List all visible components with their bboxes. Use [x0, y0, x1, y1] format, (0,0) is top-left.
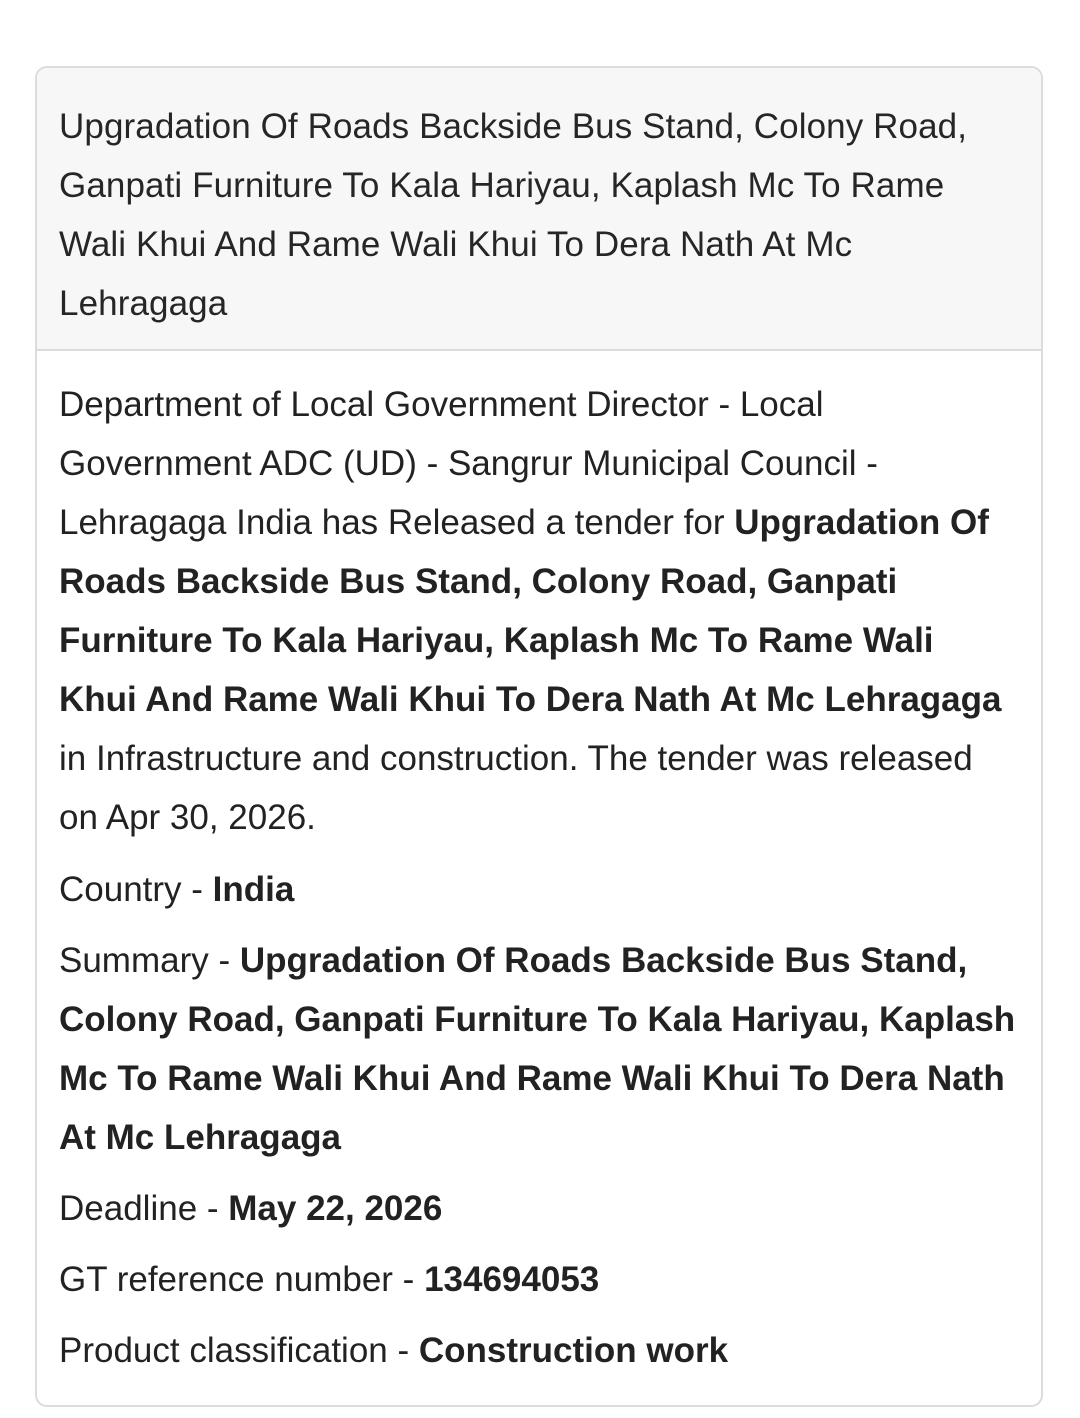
tender-name: Upgradation Of Roads Backside Bus Stand, Colony Road, Ganpati Furniture To Kala Hariyau, Kaplash Mc To Rame Wali Khui And Rame Wali Khui To Dera Nath At Mc Lehragaga — [59, 503, 1002, 719]
classification-value: Construction work — [418, 1331, 729, 1370]
reference-field — [59, 1250, 1019, 1309]
tender-card-header — [37, 68, 1041, 351]
reference-value: 134694053 — [424, 1260, 600, 1299]
classification-label: Product classification - — [59, 1331, 419, 1370]
tender-description — [59, 375, 1019, 847]
summary-label: Summary - — [59, 941, 240, 980]
deadline-field — [59, 1179, 1019, 1238]
deadline-value: May 22, 2026 — [228, 1189, 443, 1228]
classification-field — [59, 1321, 1019, 1380]
country-label: Country - — [59, 870, 213, 909]
tender-sector-text: in Infrastructure and construction. The tender was released on Apr 30, 2026. — [59, 739, 973, 837]
deadline-label: Deadline - — [59, 1189, 229, 1228]
tender-card-body — [37, 351, 1041, 1407]
summary-field — [59, 931, 1019, 1167]
tender-card — [35, 66, 1043, 1407]
country-value: India — [212, 870, 295, 909]
country-field — [59, 860, 1019, 919]
tender-org-text: Department of Local Government Director - Local Government ADC (UD) - Sangrur Municipal Council - Lehragaga India has Released a tender for — [59, 385, 878, 542]
reference-label: GT reference number - — [59, 1260, 425, 1299]
summary-value: Upgradation Of Roads Backside Bus Stand, Colony Road, Ganpati Furniture To Kala Hariyau, Kaplash Mc To Rame Wali Khui And Rame Wali Khui To Dera Nath At Mc Lehragaga — [59, 941, 1016, 1157]
tender-title[interactable]: Upgradation Of Roads Backside Bus Stand, Colony Road, Ganpati Furniture To Kala Hariyau, Kaplash Mc To Rame Wali Khui And Rame Wali Khui To Dera Nath At Mc Lehragaga — [59, 107, 968, 323]
